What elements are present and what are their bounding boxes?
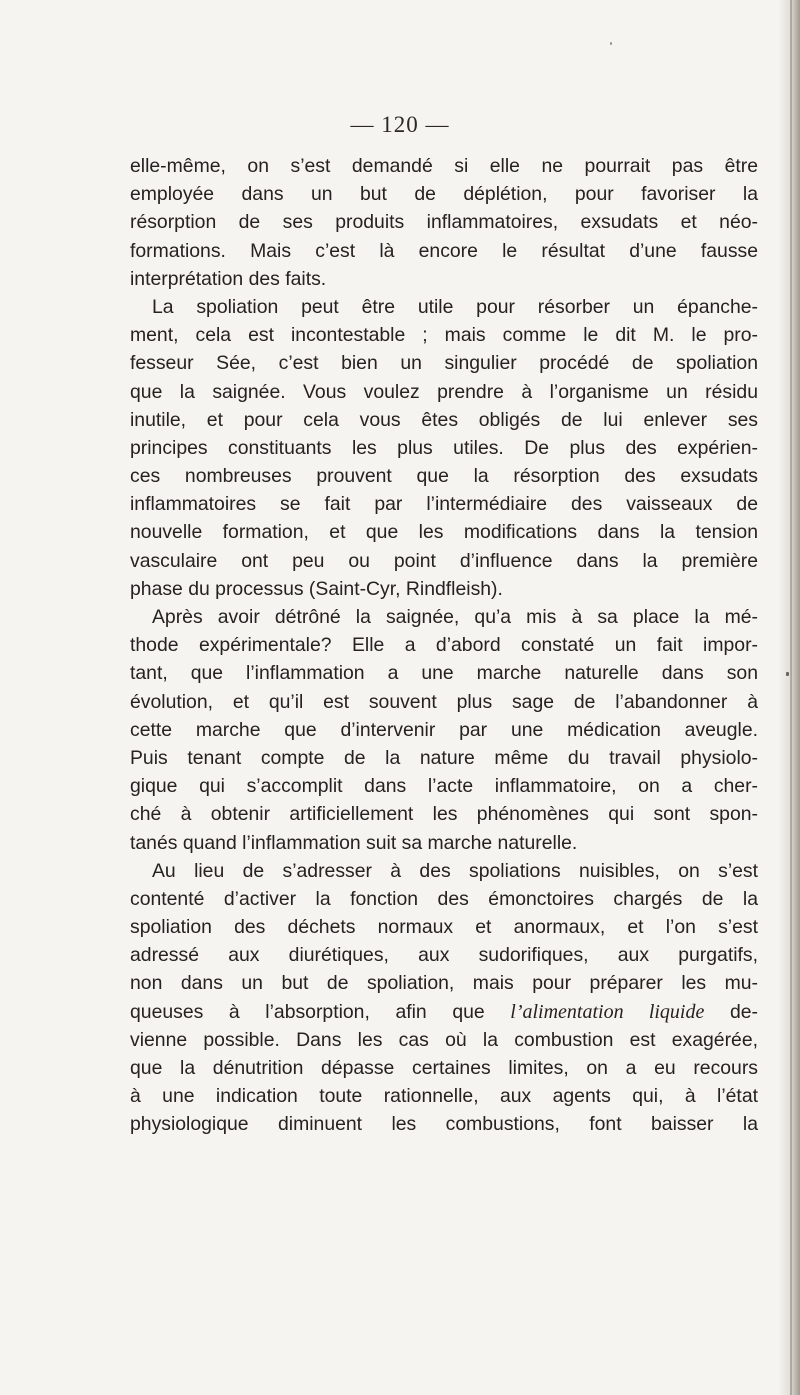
text-line: inutile, et pour cela vous êtes obligés de lui enlever ses xyxy=(130,408,758,431)
text-line: ché à obtenir artificiellement les phénomènes qui sont spon- xyxy=(130,803,758,826)
text-line: employée dans un but de déplétion, pour favoriser la xyxy=(130,183,758,206)
italic-phrase: l’alimentation liquide xyxy=(510,1000,705,1023)
text-line: phase du processus (Saint-Cyr, Rindfleish). xyxy=(130,577,503,600)
text-line: tant, que l’inflammation a une marche naturelle dans son xyxy=(130,662,758,685)
paragraph-first-line: La spoliation peut être utile pour résorber un épanche- xyxy=(152,295,758,318)
paragraph-first-line: Au lieu de s’adresser à des spoliations nuisibles, on s’est xyxy=(152,859,758,882)
text-line: interprétation des faits. xyxy=(130,267,327,290)
text-line: tanés quand l’inflammation suit sa marche naturelle. xyxy=(130,831,578,854)
text-line: gique qui s’accomplit dans l’acte inflammatoire, on a cher- xyxy=(130,775,758,798)
text-line: adressé aux diurétiques, aux sudorifiques, aux purgatifs, xyxy=(130,944,758,967)
text-line: physiologique diminuent les combustions, font baisser la xyxy=(130,1113,758,1136)
text-line: inflammatoires se fait par l’intermédiaire des vaisseaux de xyxy=(130,493,758,516)
text-line: fesseur Sée, c’est bien un singulier procédé de spoliation xyxy=(130,352,758,375)
text-line: thode expérimentale? Elle a d’abord constaté un fait impor- xyxy=(130,634,758,657)
text-line: formations. Mais c’est là encore le résultat d’une fausse xyxy=(130,239,758,262)
text-line: elle-même, on s’est demandé si elle ne pourrait pas être xyxy=(130,155,758,177)
text-line: à une indication toute rationnelle, aux agents qui, à l’état xyxy=(130,1085,758,1108)
text-line: non dans un but de spoliation, mais pour préparer les mu- xyxy=(130,972,758,995)
ink-speck xyxy=(610,42,612,45)
page-edge-line xyxy=(790,0,792,1395)
text-line: spoliation des déchets normaux et anormaux, et l’on s’est xyxy=(130,916,758,939)
text-line-with-italic xyxy=(130,998,758,1026)
body-text xyxy=(130,152,758,1139)
text-line: ment, cela est incontestable ; mais comme le dit M. le pro- xyxy=(130,324,758,347)
text-segment: queuses à l’absorption, afin que xyxy=(130,1000,485,1023)
paragraph-first-line: Après avoir détrôné la saignée, qu’a mis à sa place la mé- xyxy=(152,606,758,628)
text-line: évolution, et qu’il est souvent plus sage de l’abandonner à xyxy=(130,690,758,713)
page-number: — 120 — xyxy=(350,112,450,137)
text-line: résorption de ses produits inflammatoires, exsudats et néo- xyxy=(130,211,758,234)
text-line: Puis tenant compte de la nature même du travail physiolo- xyxy=(130,746,758,769)
text-line: principes constituants les plus utiles. De plus des expérien- xyxy=(130,436,758,459)
text-line: cette marche que d’intervenir par une médication aveugle. xyxy=(130,718,758,741)
text-segment: de- xyxy=(704,1000,758,1023)
text-line: vienne possible. Dans les cas où la combustion est exagérée, xyxy=(130,1028,758,1051)
text-line: nouvelle formation, et que les modifications dans la tension xyxy=(130,521,758,544)
text-line: contenté d’activer la fonction des émonctoires chargés de la xyxy=(130,887,758,910)
text-line: que la dénutrition dépasse certaines limites, on a eu recours xyxy=(130,1057,758,1079)
text-line: que la saignée. Vous voulez prendre à l’organisme un résidu xyxy=(130,380,758,403)
text-line: vasculaire ont peu ou point d’influence dans la première xyxy=(130,549,758,572)
ink-speck xyxy=(786,672,789,676)
page-edge-shadow xyxy=(778,0,800,1395)
text-line: ces nombreuses prouvent que la résorption des exsudats xyxy=(130,465,758,488)
